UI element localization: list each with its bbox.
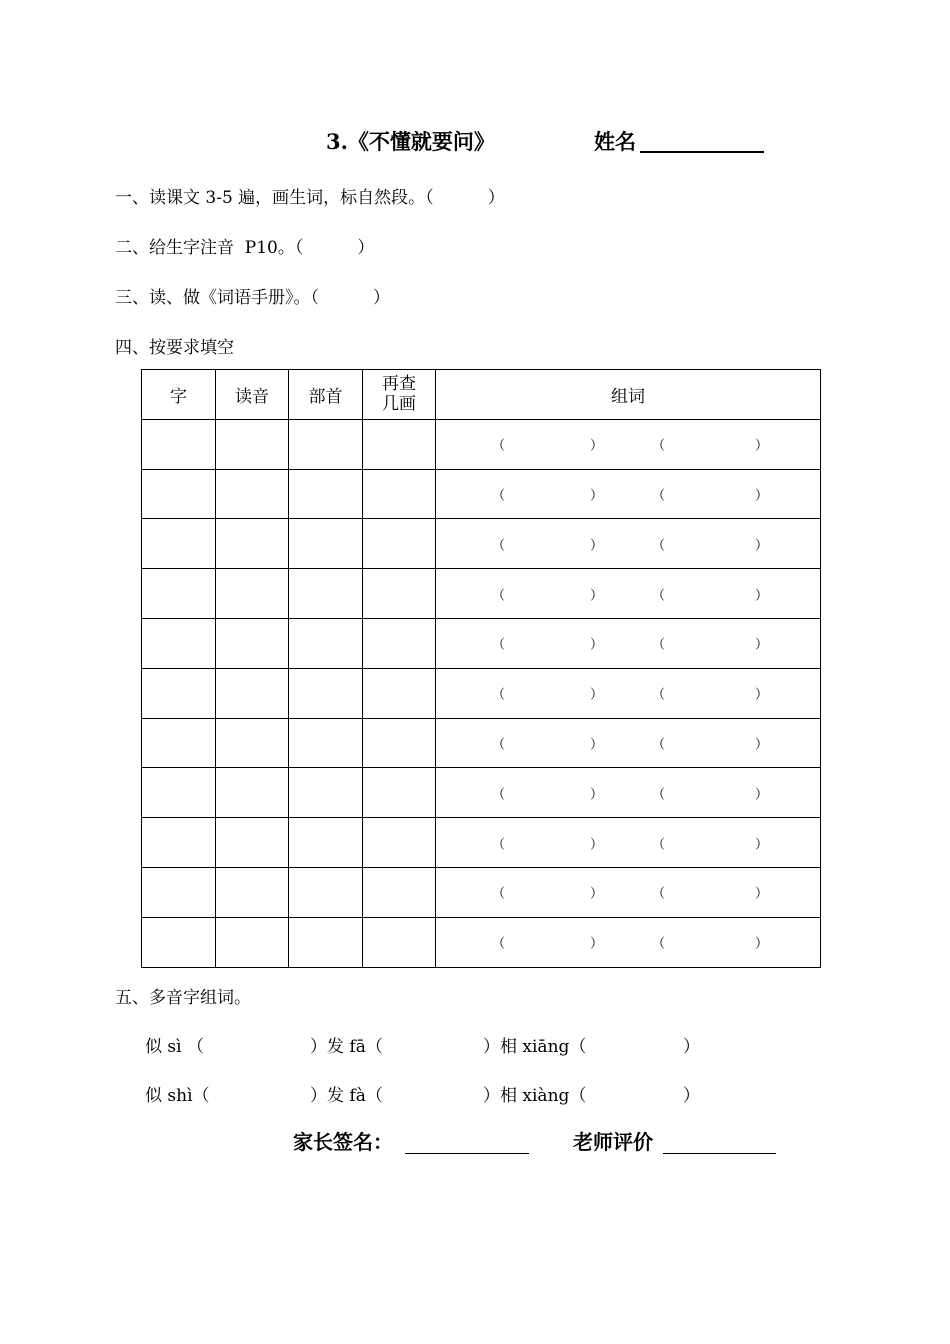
paren-close-1: ）: [590, 538, 604, 554]
paren-close-2: ）: [755, 837, 769, 853]
strokes-cell[interactable]: [363, 569, 436, 619]
table-row: [142, 818, 821, 868]
poly-1-3: ）相 xiāng（: [483, 1037, 587, 1057]
table-row: [142, 618, 821, 668]
radical-cell[interactable]: [289, 519, 363, 569]
paren-open-2: （: [652, 637, 666, 653]
paren-close-1: ）: [590, 837, 604, 853]
paren-open-1: （: [492, 886, 506, 902]
paren-open-1: （: [492, 488, 506, 504]
paren-open-1: （: [492, 637, 506, 653]
paren-close-1: ）: [590, 488, 604, 504]
char-cell[interactable]: [142, 818, 216, 868]
char-cell[interactable]: [142, 917, 216, 967]
paren-open-2: （: [652, 538, 666, 554]
paren-close-1: ）: [590, 936, 604, 952]
col-header-words: 组词: [436, 370, 821, 420]
table-row: [142, 668, 821, 718]
strokes-cell[interactable]: [363, 718, 436, 768]
paren-open-1: （: [492, 837, 506, 853]
paren-open-2: （: [652, 886, 666, 902]
pronunciation-cell[interactable]: [216, 818, 289, 868]
words-cell[interactable]: [436, 519, 821, 569]
paren-open-1: （: [492, 538, 506, 554]
strokes-cell[interactable]: [363, 618, 436, 668]
paren-open-2: （: [652, 936, 666, 952]
pronunciation-cell[interactable]: [216, 569, 289, 619]
paren-close-1: ）: [590, 737, 604, 753]
table-row: [142, 867, 821, 917]
paren-open-1: （: [492, 588, 506, 604]
radical-cell[interactable]: [289, 668, 363, 718]
paren-open-2: （: [652, 837, 666, 853]
strokes-cell[interactable]: [363, 867, 436, 917]
poly-2-1: 似 shì（: [145, 1086, 210, 1106]
strokes-cell[interactable]: [363, 768, 436, 818]
paren-close-1: ）: [590, 438, 604, 454]
table-row: [142, 569, 821, 619]
paren-close-2: ）: [755, 438, 769, 454]
char-cell[interactable]: [142, 718, 216, 768]
paren-close-2: ）: [755, 886, 769, 902]
question-4: 四、按要求填空: [115, 338, 234, 358]
words-cell[interactable]: [436, 818, 821, 868]
question-2: 二、给生字注音 P10。（ ）: [115, 238, 375, 258]
paren-close-2: ）: [755, 737, 769, 753]
poly-1-1: 似 sì （: [145, 1037, 204, 1057]
parent-sign-field[interactable]: [405, 1153, 529, 1154]
words-cell[interactable]: [436, 569, 821, 619]
strokes-cell[interactable]: [363, 917, 436, 967]
paren-open-1: （: [492, 687, 506, 703]
col-header-strokes: [363, 370, 436, 420]
char-cell[interactable]: [142, 768, 216, 818]
paren-open-2: （: [652, 588, 666, 604]
table-row: [142, 469, 821, 519]
pronunciation-cell[interactable]: [216, 668, 289, 718]
col-header-radical: 部首: [289, 370, 363, 420]
words-cell[interactable]: [436, 867, 821, 917]
words-cell[interactable]: [436, 768, 821, 818]
char-cell[interactable]: [142, 569, 216, 619]
paren-close-2: ）: [755, 538, 769, 554]
char-cell[interactable]: [142, 668, 216, 718]
paren-close-2: ）: [755, 637, 769, 653]
paren-close-1: ）: [590, 588, 604, 604]
radical-cell[interactable]: [289, 718, 363, 768]
words-cell[interactable]: [436, 718, 821, 768]
radical-cell[interactable]: [289, 618, 363, 668]
paren-open-1: （: [492, 936, 506, 952]
col-header-char: 字: [142, 370, 216, 420]
table-row: [142, 917, 821, 967]
radical-cell[interactable]: [289, 419, 363, 469]
poly-2-3: ）相 xiàng（: [483, 1086, 587, 1106]
paren-open-1: （: [492, 787, 506, 803]
table-row: [142, 519, 821, 569]
title-row: [0, 126, 950, 160]
pronunciation-cell[interactable]: [216, 519, 289, 569]
parent-sign-label: 家长签名：: [293, 1130, 393, 1154]
poly-1-2: ）发 fā（: [310, 1037, 383, 1057]
strokes-cell[interactable]: [363, 419, 436, 469]
name-label: 姓名: [594, 129, 636, 154]
table-row: [142, 718, 821, 768]
words-cell[interactable]: [436, 917, 821, 967]
radical-cell[interactable]: [289, 867, 363, 917]
radical-cell[interactable]: [289, 818, 363, 868]
char-cell[interactable]: [142, 618, 216, 668]
radical-cell[interactable]: [289, 569, 363, 619]
question-3: 三、读、做《词语手册》。（ ）: [115, 288, 391, 308]
pronunciation-cell[interactable]: [216, 718, 289, 768]
paren-close-1: ）: [590, 886, 604, 902]
paren-close-2: ）: [755, 588, 769, 604]
poly-1-4: ）: [683, 1037, 700, 1057]
paren-close-1: ）: [590, 637, 604, 653]
pronunciation-cell[interactable]: [216, 618, 289, 668]
pronunciation-cell[interactable]: [216, 768, 289, 818]
paren-close-2: ）: [755, 488, 769, 504]
char-cell[interactable]: [142, 419, 216, 469]
question-5: 五、多音字组词。: [115, 988, 251, 1008]
poly-2-4: ）: [683, 1086, 700, 1106]
strokes-cell[interactable]: [363, 818, 436, 868]
col-header-strokes-line2: 几画: [382, 394, 416, 415]
col-header-strokes-line1: 再查: [382, 374, 416, 395]
paren-open-2: （: [652, 438, 666, 454]
paren-open-2: （: [652, 687, 666, 703]
paren-close-2: ）: [755, 687, 769, 703]
strokes-cell[interactable]: [363, 469, 436, 519]
table-row: [142, 768, 821, 818]
poly-2-2: ）发 fà（: [310, 1086, 383, 1106]
paren-open-2: （: [652, 488, 666, 504]
char-cell[interactable]: [142, 867, 216, 917]
radical-cell[interactable]: [289, 469, 363, 519]
teacher-eval-field[interactable]: [663, 1153, 776, 1154]
name-field[interactable]: [640, 151, 764, 153]
paren-close-1: ）: [590, 787, 604, 803]
paren-open-2: （: [652, 787, 666, 803]
words-cell[interactable]: [436, 469, 821, 519]
words-cell[interactable]: [436, 419, 821, 469]
strokes-cell[interactable]: [363, 668, 436, 718]
question-1: 一、读课文 3-5 遍，画生词，标自然段。（ ）: [115, 188, 505, 208]
paren-open-2: （: [652, 737, 666, 753]
pronunciation-cell[interactable]: [216, 867, 289, 917]
page-title: 3.《不懂就要问》: [326, 129, 495, 154]
table-row: [142, 419, 821, 469]
table-header-row: [142, 370, 821, 420]
paren-close-2: ）: [755, 936, 769, 952]
radical-cell[interactable]: [289, 917, 363, 967]
paren-close-2: ）: [755, 787, 769, 803]
radical-cell[interactable]: [289, 768, 363, 818]
teacher-eval-label: 老师评价: [573, 1130, 653, 1154]
char-cell[interactable]: [142, 519, 216, 569]
paren-open-1: （: [492, 737, 506, 753]
pronunciation-cell[interactable]: [216, 469, 289, 519]
paren-open-1: （: [492, 438, 506, 454]
col-header-pronunciation: 读音: [216, 370, 289, 420]
pronunciation-cell[interactable]: [216, 419, 289, 469]
char-cell[interactable]: [142, 469, 216, 519]
strokes-cell[interactable]: [363, 519, 436, 569]
fill-table: [141, 369, 821, 968]
words-cell[interactable]: [436, 668, 821, 718]
words-cell[interactable]: [436, 618, 821, 668]
pronunciation-cell[interactable]: [216, 917, 289, 967]
paren-close-1: ）: [590, 687, 604, 703]
